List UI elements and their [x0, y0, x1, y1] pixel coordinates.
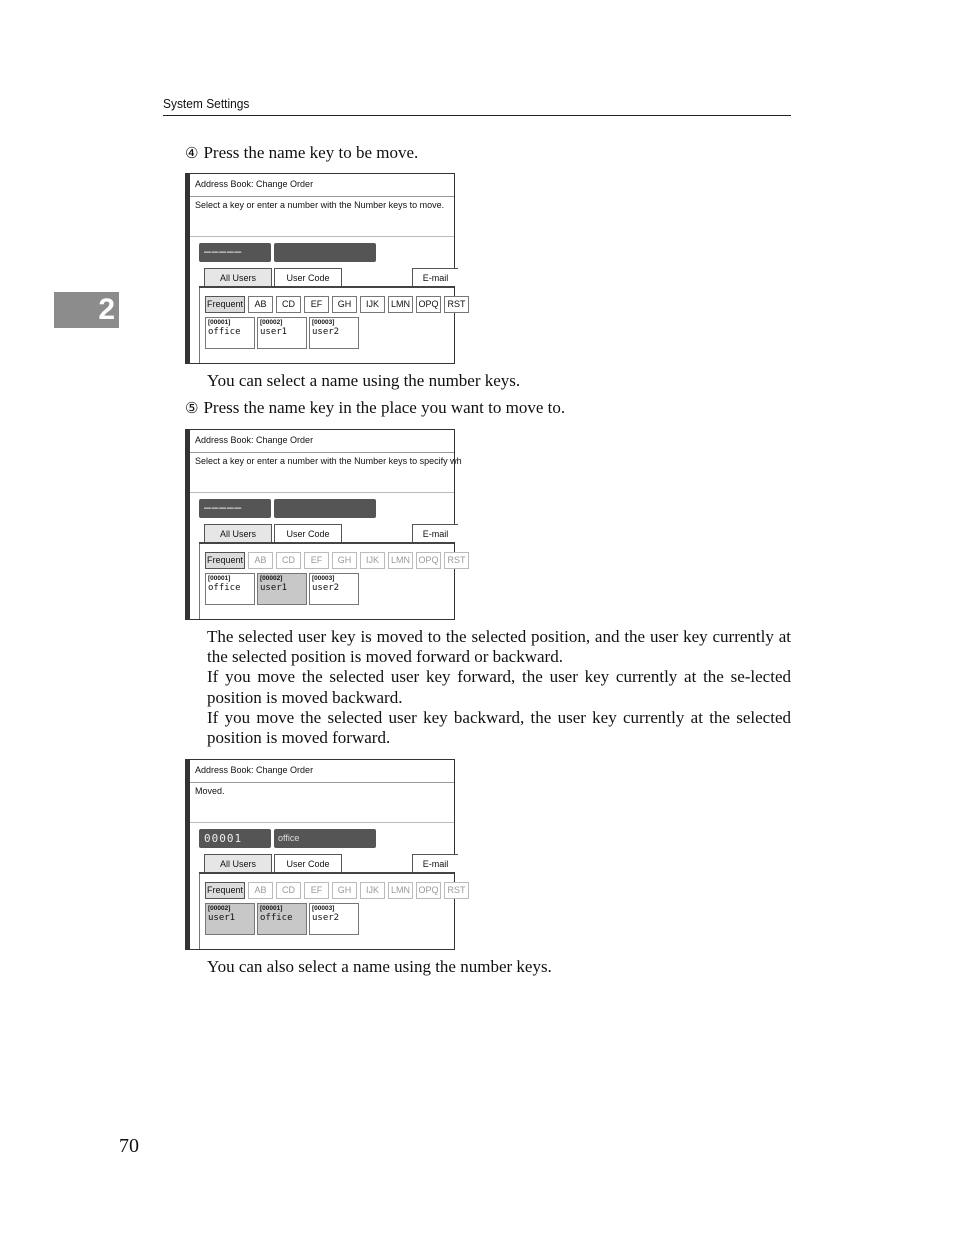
- user-key-code: [00002]: [208, 905, 231, 912]
- index-key-ef[interactable]: EF: [304, 552, 329, 569]
- user-key-card-selected[interactable]: [257, 903, 307, 935]
- tab-all-users[interactable]: All Users: [204, 268, 272, 286]
- tab-user-code[interactable]: User Code: [274, 524, 342, 542]
- number-field: ─────: [199, 243, 271, 262]
- name-field: [274, 243, 376, 262]
- chapter-tab: 2: [54, 292, 119, 328]
- user-key-card[interactable]: [309, 317, 359, 349]
- screen-select-destination: [185, 429, 466, 620]
- user-key-card[interactable]: [257, 317, 307, 349]
- divider: [190, 196, 454, 197]
- screen-title: Address Book: Change Order: [195, 765, 314, 775]
- user-key-name: user2: [312, 327, 340, 337]
- tab-user-code[interactable]: User Code: [274, 854, 342, 872]
- index-key-opq[interactable]: OPQ: [416, 882, 441, 899]
- screen-moved: [185, 759, 466, 950]
- user-key-code: [00003]: [312, 905, 335, 912]
- index-key-rst[interactable]: RST: [444, 882, 469, 899]
- tab-email[interactable]: E-mail: [412, 524, 458, 542]
- index-key-lmn[interactable]: LMN: [388, 296, 413, 313]
- user-key-name: office: [208, 327, 241, 337]
- index-key-ef[interactable]: EF: [304, 296, 329, 313]
- user-key-name: office: [260, 913, 293, 923]
- screen-message: Select a key or enter a number with the Number keys to move.: [195, 200, 445, 210]
- user-key-code: [00001]: [260, 905, 283, 912]
- header-rule: [163, 115, 791, 116]
- user-key-card[interactable]: [309, 903, 359, 935]
- index-key-gh[interactable]: GH: [332, 296, 357, 313]
- index-key-cd[interactable]: CD: [276, 552, 301, 569]
- explanation-line-1: The selected user key is moved to the selected position, and the user key currently at the selected position is moved forward or backward.: [207, 627, 791, 667]
- user-key-name: user2: [312, 913, 340, 923]
- explanation-line-3: If you move the selected user key backward, the user key currently at the selected position is moved forward.: [207, 707, 791, 748]
- divider: [190, 822, 454, 823]
- index-key-ef[interactable]: EF: [304, 882, 329, 899]
- step-5-text: Press the name key in the place you want to move to.: [203, 398, 566, 417]
- index-key-ijk[interactable]: IJK: [360, 882, 385, 899]
- user-key-code: [00002]: [260, 319, 283, 326]
- number-field: 00001: [199, 829, 271, 848]
- index-key-lmn[interactable]: LMN: [388, 882, 413, 899]
- tab-email[interactable]: E-mail: [412, 854, 458, 872]
- index-key-ijk[interactable]: IJK: [360, 296, 385, 313]
- index-key-opq[interactable]: OPQ: [416, 552, 441, 569]
- user-key-code: [00003]: [312, 319, 335, 326]
- user-key-name: office: [208, 583, 241, 593]
- tab-user-code[interactable]: User Code: [274, 268, 342, 286]
- running-header: System Settings: [163, 96, 250, 111]
- index-key-frequent[interactable]: Frequent: [205, 296, 245, 313]
- index-key-rst[interactable]: RST: [444, 552, 469, 569]
- user-key-card-selected[interactable]: [205, 903, 255, 935]
- user-key-code: [00001]: [208, 575, 231, 582]
- user-key-card[interactable]: [309, 573, 359, 605]
- user-key-name: user2: [312, 583, 340, 593]
- divider: [190, 236, 454, 237]
- user-key-code: [00003]: [312, 575, 335, 582]
- user-key-code: [00002]: [260, 575, 283, 582]
- explanation-paragraph: [207, 627, 791, 748]
- user-key-card[interactable]: [205, 573, 255, 605]
- index-key-cd[interactable]: CD: [276, 296, 301, 313]
- index-key-frequent[interactable]: Frequent: [205, 882, 245, 899]
- step-5-number: ⑤: [185, 399, 199, 417]
- screen-title: Address Book: Change Order: [195, 435, 314, 445]
- index-key-lmn[interactable]: LMN: [388, 552, 413, 569]
- number-field: ─────: [199, 499, 271, 518]
- screen-title: Address Book: Change Order: [195, 179, 314, 189]
- screen-message: Select a key or enter a number with the Number keys to specify wh: [195, 456, 462, 466]
- user-key-card[interactable]: [205, 317, 255, 349]
- tab-all-users[interactable]: All Users: [204, 524, 272, 542]
- user-key-name: user1: [260, 327, 288, 337]
- index-key-gh[interactable]: GH: [332, 882, 357, 899]
- user-key-code: [00001]: [208, 319, 231, 326]
- index-key-opq[interactable]: OPQ: [416, 296, 441, 313]
- index-key-ab[interactable]: AB: [248, 552, 273, 569]
- step-4: [185, 143, 418, 163]
- page-number: 70: [119, 1135, 139, 1157]
- index-key-cd[interactable]: CD: [276, 882, 301, 899]
- screen-message: Moved.: [195, 786, 225, 796]
- tab-all-users[interactable]: All Users: [204, 854, 272, 872]
- index-key-ab[interactable]: AB: [248, 296, 273, 313]
- explanation-line-2: If you move the selected user key forward, the user key currently at the se-lected position is moved backward.: [207, 667, 791, 707]
- user-key-name: user1: [208, 913, 236, 923]
- index-key-rst[interactable]: RST: [444, 296, 469, 313]
- step-4-text: Press the name key to be move.: [203, 143, 419, 162]
- index-key-frequent[interactable]: Frequent: [205, 552, 245, 569]
- index-key-ab[interactable]: AB: [248, 882, 273, 899]
- step-4-number: ④: [185, 144, 199, 162]
- user-key-name: user1: [260, 583, 288, 593]
- screen-select-name: [185, 173, 466, 364]
- note-also-number-keys: You can also select a name using the number keys.: [207, 957, 552, 976]
- step-5: [185, 398, 565, 418]
- tab-email[interactable]: E-mail: [412, 268, 458, 286]
- name-field: [274, 499, 376, 518]
- name-field: office: [274, 829, 376, 848]
- divider: [190, 452, 454, 453]
- divider: [190, 782, 454, 783]
- index-key-gh[interactable]: GH: [332, 552, 357, 569]
- index-key-ijk[interactable]: IJK: [360, 552, 385, 569]
- note-number-keys: You can select a name using the number keys.: [207, 371, 521, 390]
- divider: [190, 492, 454, 493]
- user-key-card-selected[interactable]: [257, 573, 307, 605]
